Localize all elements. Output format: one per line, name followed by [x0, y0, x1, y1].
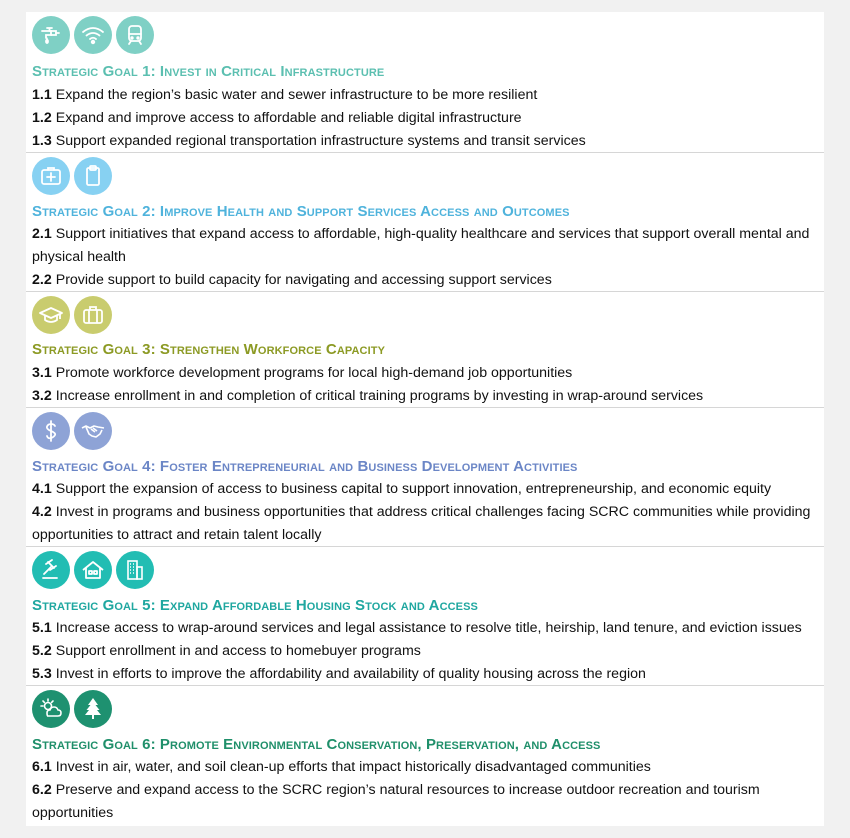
item-text: Expand and improve access to affordable and reliable digital infrastructure: [55, 110, 522, 126]
goal-5-title: Strategic Goal 5: Expand Affordable Housing Stock and Access: [32, 597, 478, 614]
item-text: Increase enrollment in and completion of critical training programs by investing in wrap-around services: [55, 388, 704, 404]
goal-item: [32, 362, 818, 385]
gavel-icon: [32, 551, 70, 589]
item-number: 5.2: [32, 643, 52, 659]
dollar-icon: [32, 412, 70, 450]
medical-kit-icon: [32, 157, 70, 195]
item-text: Preserve and expand access to the SCRC region’s natural resources to increase outdoor recreation and tourism opportunities: [32, 782, 760, 821]
item-number: 1.1: [32, 87, 52, 103]
goal-item: [32, 501, 818, 547]
item-text: Support the expansion of access to business capital to support innovation, entrepreneurship, and economic equity: [55, 481, 772, 497]
item-text: Provide support to build capacity for navigating and accessing support services: [55, 272, 552, 288]
item-number: 6.1: [32, 759, 52, 775]
goal-5-icons: [32, 551, 154, 589]
item-text: Support expanded regional transportation infrastructure systems and transit services: [55, 133, 586, 149]
goal-item: [32, 269, 818, 292]
house-icon: [74, 551, 112, 589]
goal-item: [32, 640, 818, 663]
item-number: 2.2: [32, 272, 52, 288]
item-text: Increase access to wrap-around services and legal assistance to resolve title, heirship, land tenure, and eviction issues: [55, 620, 802, 636]
pine-tree-icon: [74, 690, 112, 728]
item-number: 4.1: [32, 481, 52, 497]
goal-4-section: [26, 408, 824, 547]
item-number: 1.3: [32, 133, 52, 149]
goal-item: [32, 130, 818, 153]
goal-1-icons: [32, 16, 154, 54]
item-text: Expand the region’s basic water and sewer infrastructure to be more resilient: [55, 87, 538, 103]
goal-item: [32, 385, 818, 408]
goal-3-icons: [32, 296, 112, 334]
goal-2-icons: [32, 157, 112, 195]
goal-4-icons: [32, 412, 112, 450]
goal-2-title: Strategic Goal 2: Improve Health and Support Services Access and Outcomes: [32, 203, 570, 220]
goal-3-title: Strategic Goal 3: Strengthen Workforce Capacity: [32, 341, 386, 358]
goal-item: [32, 478, 818, 501]
graduation-cap-icon: [32, 296, 70, 334]
goal-item: [32, 223, 818, 269]
goal-item: [32, 107, 818, 130]
sun-cloud-icon: [32, 690, 70, 728]
goal-1-title: Strategic Goal 1: Invest in Critical Infrastructure: [32, 63, 385, 80]
item-number: 4.2: [32, 504, 52, 520]
item-text: Promote workforce development programs for local high-demand job opportunities: [55, 365, 573, 381]
item-number: 1.2: [32, 110, 52, 126]
item-number: 5.1: [32, 620, 52, 636]
goal-6-icons: [32, 690, 112, 728]
goal-1-section: [26, 12, 824, 153]
strategic-goals-card: [26, 12, 824, 826]
goal-item: [32, 779, 818, 825]
goal-item: [32, 84, 818, 107]
item-number: 6.2: [32, 782, 52, 798]
goal-3-section: [26, 292, 824, 408]
water-faucet-icon: [32, 16, 70, 54]
item-text: Invest in efforts to improve the affordability and availability of quality housing across the region: [55, 666, 646, 682]
item-number: 3.2: [32, 388, 52, 404]
briefcase-icon: [74, 296, 112, 334]
goal-item: [32, 617, 818, 640]
building-icon: [116, 551, 154, 589]
goal-6-title: Strategic Goal 6: Promote Environmental Conservation, Preservation, and Access: [32, 736, 601, 753]
clipboard-icon: [74, 157, 112, 195]
handshake-icon: [74, 412, 112, 450]
item-number: 2.1: [32, 226, 52, 242]
train-icon: [116, 16, 154, 54]
goal-item: [32, 663, 818, 686]
item-number: 5.3: [32, 666, 52, 682]
goal-item: [32, 756, 818, 779]
goal-5-section: [26, 547, 824, 686]
goal-4-title: Strategic Goal 4: Foster Entrepreneurial and Business Development Activities: [32, 458, 578, 475]
item-text: Invest in air, water, and soil clean-up efforts that impact historically disadvantaged communities: [55, 759, 651, 775]
item-text: Invest in programs and business opportunities that address critical challenges facing SCRC communities while providing opportunities to attract and retain talent locally: [32, 504, 811, 543]
item-number: 3.1: [32, 365, 52, 381]
item-text: Support enrollment in and access to homebuyer programs: [55, 643, 421, 659]
goal-6-section: [26, 686, 824, 826]
item-text: Support initiatives that expand access to affordable, high-quality healthcare and services that support overall mental and physical health: [32, 226, 810, 265]
goal-2-section: [26, 153, 824, 292]
wifi-icon: [74, 16, 112, 54]
